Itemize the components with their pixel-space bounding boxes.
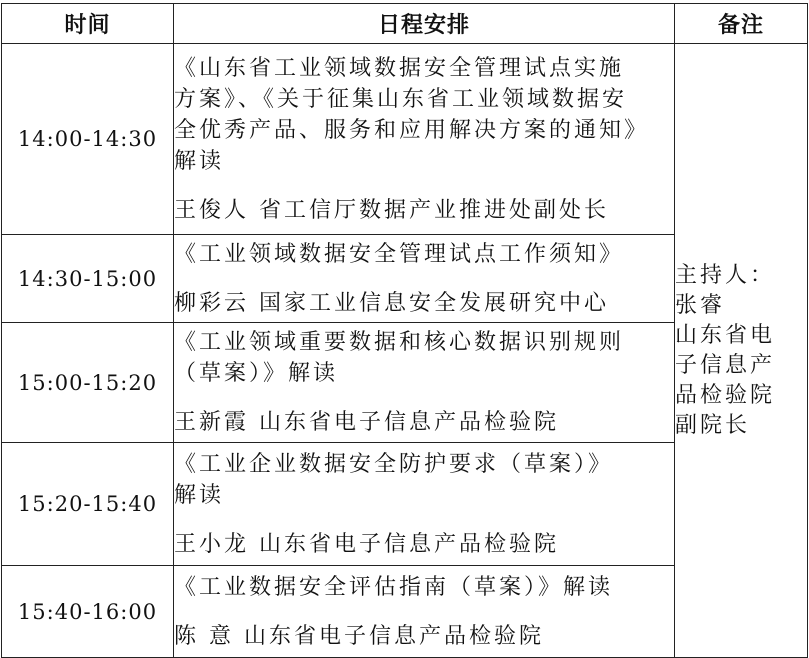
plan-cell — [174, 443, 675, 566]
table-row — [2, 44, 808, 235]
session-title-line: 全优秀产品、服务和应用解决方案的通知》 — [174, 117, 650, 143]
note-line: 山东省电 — [675, 322, 776, 348]
speaker-line: 王新霞 山东省电子信息产品检验院 — [174, 410, 559, 435]
speaker-line: 陈 意 山东省电子信息产品检验院 — [174, 623, 544, 649]
spacer — [174, 389, 674, 407]
time-cell: 15:20-15:40 — [2, 443, 174, 566]
session-title-line: 解读 — [174, 148, 225, 174]
time-cell: 15:40-16:00 — [2, 566, 174, 658]
header-note: 备注 — [675, 4, 808, 44]
note-line: 副院长 — [675, 412, 751, 438]
session-title-line: 方案》、《关于征集山东省工业领域数据安 — [174, 86, 628, 112]
plan-cell — [174, 323, 675, 443]
time-cell: 15:00-15:20 — [2, 323, 174, 443]
speaker-line: 柳彩云 国家工业信息安全发展研究中心 — [174, 290, 609, 316]
session-title-line: 《工业领域数据安全管理试点工作须知》 — [174, 241, 625, 267]
header-row — [2, 4, 808, 44]
speaker-line: 王俊人 省工信厅数据产业推进处副处长 — [174, 197, 609, 223]
session-title-line: 《山东省工业领域数据安全管理试点实施 — [174, 55, 625, 81]
session-title-line: （草案）》解读 — [174, 361, 339, 386]
time-cell: 14:30-15:00 — [2, 235, 174, 323]
note-line: 品检验院 — [675, 382, 776, 408]
session-title-line: 《工业数据安全评估指南（草案）》解读 — [174, 574, 614, 600]
note-line: 张睿 — [675, 292, 726, 318]
spacer — [174, 603, 674, 621]
spacer — [174, 177, 674, 195]
note-line: 主持人： — [675, 262, 776, 288]
plan-cell — [174, 235, 675, 323]
agenda-table — [1, 3, 808, 658]
note-line: 子信息产 — [675, 352, 776, 378]
speaker-line: 王小龙 山东省电子信息产品检验院 — [174, 531, 559, 557]
spacer — [174, 511, 674, 529]
spacer — [174, 270, 674, 288]
note-cell — [675, 44, 808, 658]
plan-cell — [174, 566, 675, 658]
header-plan: 日程安排 — [174, 4, 675, 44]
time-cell: 14:00-14:30 — [2, 44, 174, 235]
plan-cell — [174, 44, 675, 235]
session-title-line: 《工业领域重要数据和核心数据识别规则 — [174, 330, 625, 355]
session-title-line: 解读 — [174, 482, 225, 508]
session-title-line: 《工业企业数据安全防护要求（草案）》 — [174, 451, 614, 477]
header-time: 时间 — [2, 4, 174, 44]
